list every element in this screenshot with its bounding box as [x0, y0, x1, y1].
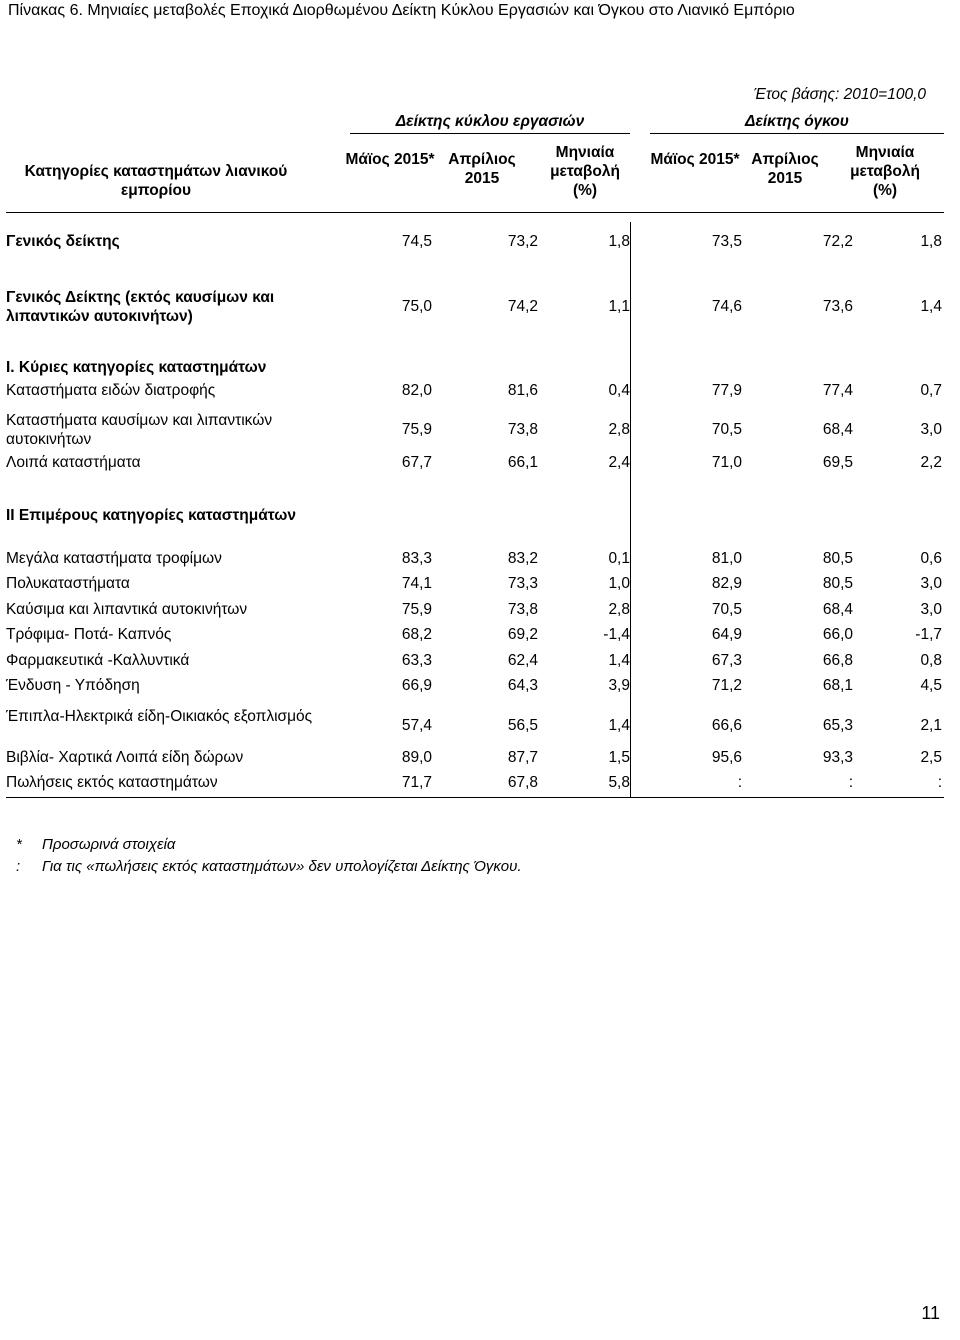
column-header: Απρίλιος 2015 [751, 151, 819, 187]
column-header: Μηνιαία μεταβολή (%) [550, 144, 620, 199]
table-cell: 56,5 [507, 717, 538, 734]
table-cell: 82,0 [401, 382, 432, 399]
column-header: Απρίλιος 2015 [448, 151, 516, 187]
footnote-text: Για τις «πωλήσεις εκτός καταστημάτων» δεν υπολογίζεται Δείκτης Όγκου. [42, 858, 522, 875]
row-label: Μεγάλα καταστήματα τροφίμων [6, 550, 222, 567]
table-cell: 66,0 [822, 626, 853, 643]
table-cell: 1,4 [920, 298, 942, 315]
table-cell: 2,5 [920, 749, 942, 766]
table-cell: 3,0 [920, 575, 942, 592]
table-cell: 68,4 [822, 601, 853, 618]
table-cell: 63,3 [401, 652, 432, 669]
row-label: Λοιπά καταστήματα [6, 454, 141, 471]
row-label: Γενικός δείκτης [6, 233, 120, 250]
table-cell: 82,9 [711, 575, 742, 592]
table-cell: 89,0 [401, 749, 432, 766]
table-cell: 3,9 [608, 677, 630, 694]
group-underline-volume [650, 133, 944, 134]
table-cell: 2,1 [920, 717, 942, 734]
table-cell: 67,7 [401, 454, 432, 471]
table-cell: 71,7 [401, 774, 432, 791]
table-cell: 73,2 [507, 233, 538, 250]
table-cell: 73,8 [507, 601, 538, 618]
category-header: Κατηγορίες καταστημάτων λιανικού εμπορίου [24, 163, 288, 199]
row-label: Καταστήματα καυσίμων και λιπαντικών αυτοκινήτων [6, 412, 273, 448]
table-cell: 2,4 [608, 454, 630, 471]
table-cell: 1,8 [608, 233, 630, 250]
footnote-mark: * [16, 836, 22, 853]
table-cell: 83,3 [401, 550, 432, 567]
row-label: Βιβλία- Χαρτικά Λοιπά είδη δώρων [6, 749, 244, 766]
table-cell: 0,4 [608, 382, 630, 399]
table-cell: 1,4 [608, 652, 630, 669]
table-cell: 69,2 [507, 626, 538, 643]
table-cell: 0,8 [920, 652, 942, 669]
table-cell: 0,7 [920, 382, 942, 399]
table-cell: 66,6 [711, 717, 742, 734]
table-cell: 81,0 [711, 550, 742, 567]
table-cell: 80,5 [822, 550, 853, 567]
table-cell: : [848, 774, 853, 791]
table-cell: 1,5 [608, 749, 630, 766]
table-cell: 1,0 [608, 575, 630, 592]
table-cell: 68,4 [822, 421, 853, 438]
row-label: I. Κύριες κατηγορίες καταστημάτων [6, 359, 267, 376]
header-bottom-rule [6, 212, 944, 213]
footnote-mark: : [16, 858, 21, 875]
column-separator [630, 222, 631, 797]
table-cell: 75,9 [401, 601, 432, 618]
row-label: Έπιπλα-Ηλεκτρικά είδη-Οικιακός εξοπλισμός [6, 708, 313, 725]
row-label: Φαρμακευτικά -Καλλυντικά [6, 652, 190, 669]
table-cell: 73,6 [822, 298, 853, 315]
table-cell: 73,5 [711, 233, 742, 250]
page-number: 11 [921, 1303, 940, 1323]
table-cell: 87,7 [507, 749, 538, 766]
table-cell: 4,5 [920, 677, 942, 694]
table-cell: 75,0 [401, 298, 432, 315]
table-cell: 2,2 [920, 454, 942, 471]
row-label: Καταστήματα ειδών διατροφής [6, 382, 216, 399]
table-cell: 67,3 [711, 652, 742, 669]
table-cell: 70,5 [711, 421, 742, 438]
table-cell: 77,4 [822, 382, 853, 399]
table-cell: 71,2 [711, 677, 742, 694]
table-cell: 72,2 [822, 233, 853, 250]
row-label: Ένδυση - Υπόδηση [6, 677, 140, 694]
table-cell: 64,3 [507, 677, 538, 694]
table-cell: 74,1 [401, 575, 432, 592]
table-cell: 93,3 [822, 749, 853, 766]
table-cell: 71,0 [711, 454, 742, 471]
table-cell: 68,2 [401, 626, 432, 643]
table-cell: 57,4 [401, 717, 432, 734]
table-cell: 74,5 [401, 233, 432, 250]
table-cell: 73,3 [507, 575, 538, 592]
table-cell: 69,5 [822, 454, 853, 471]
table-cell: : [937, 774, 942, 791]
table-title: Πίνακας 6. Μηνιαίες μεταβολές Εποχικά Διορθωμένου Δείκτη Κύκλου Εργασιών και Όγκου στο Λιανικό Εμπόριο [8, 2, 795, 19]
group-header-volume: Δείκτης όγκου [745, 113, 849, 130]
table-cell: 2,8 [608, 421, 630, 438]
table-cell: 74,6 [711, 298, 742, 315]
table-bottom-rule [6, 797, 944, 798]
table-cell: 75,9 [401, 421, 432, 438]
base-year-note: Έτος βάσης: 2010=100,0 [753, 86, 926, 103]
row-label: Τρόφιμα- Ποτά- Καπνός [6, 626, 172, 643]
table-cell: 70,5 [711, 601, 742, 618]
table-cell: 95,6 [711, 749, 742, 766]
column-header: Μηνιαία μεταβολή (%) [850, 144, 920, 199]
table-cell: 83,2 [507, 550, 538, 567]
column-header: Μάϊος 2015* [650, 151, 740, 168]
table-cell: 3,0 [920, 601, 942, 618]
row-label: II Επιμέρους κατηγορίες καταστημάτων [6, 507, 296, 524]
row-label: Καύσιμα και λιπαντικά αυτοκινήτων [6, 601, 248, 618]
table-cell: 66,8 [822, 652, 853, 669]
group-header-turnover: Δείκτης κύκλου εργασιών [395, 113, 585, 130]
table-cell: 0,1 [608, 550, 630, 567]
table-cell: -1,7 [915, 626, 942, 643]
table-cell: 64,9 [711, 626, 742, 643]
table-cell: 62,4 [507, 652, 538, 669]
table-cell: 0,6 [920, 550, 942, 567]
table-cell: : [737, 774, 742, 791]
column-header: Μάϊος 2015* [345, 151, 435, 168]
table-cell: 80,5 [822, 575, 853, 592]
table-cell: 2,8 [608, 601, 630, 618]
table-cell: 81,6 [507, 382, 538, 399]
table-cell: 67,8 [507, 774, 538, 791]
table-cell: 66,9 [401, 677, 432, 694]
table-cell: 1,8 [920, 233, 942, 250]
group-underline-turnover [350, 133, 630, 134]
row-label: Γενικός Δείκτης (εκτός καυσίμων και λιπαντικών αυτοκινήτων) [6, 289, 275, 325]
table-cell: 1,1 [608, 298, 630, 315]
row-label: Πολυκαταστήματα [6, 575, 130, 592]
table-cell: 3,0 [920, 421, 942, 438]
table-cell: 74,2 [507, 298, 538, 315]
footnote-text: Προσωρινά στοιχεία [42, 836, 176, 853]
table-cell: 68,1 [822, 677, 853, 694]
table-cell: -1,4 [603, 626, 630, 643]
table-cell: 73,8 [507, 421, 538, 438]
table-cell: 65,3 [822, 717, 853, 734]
table-cell: 66,1 [507, 454, 538, 471]
table-cell: 77,9 [711, 382, 742, 399]
table-cell: 5,8 [608, 774, 630, 791]
table-cell: 1,4 [608, 717, 630, 734]
row-label: Πωλήσεις εκτός καταστημάτων [6, 774, 218, 791]
